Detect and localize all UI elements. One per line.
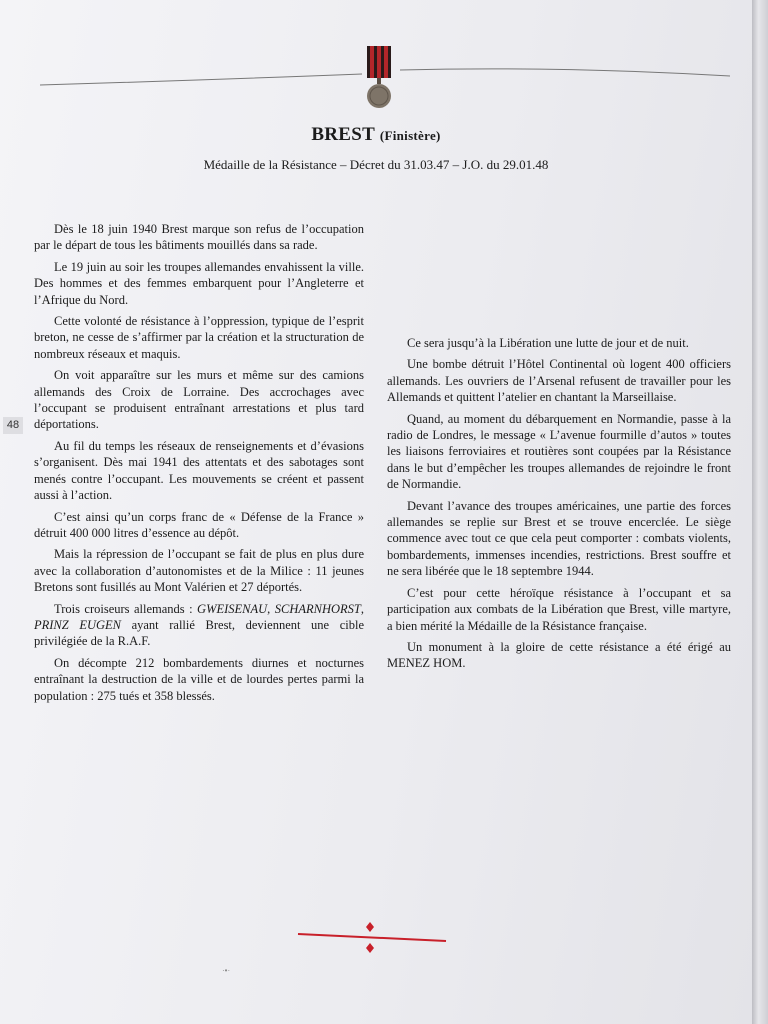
- paragraph: Au fil du temps les réseaux de renseignements et d’évasions s’organisent. Dès mai 1941 des attentats et des sabotages sont menés contre l’occupant. Les mouvements se créent et passent aussi à l’action.: [34, 438, 364, 503]
- separator: ,: [267, 601, 275, 616]
- page-smudge: ·•·: [222, 966, 231, 975]
- paragraph: Dès le 18 juin 1940 Brest marque son refus de l’occupation par le départ de tous les bâtiments mouillés dans sa rade.: [34, 222, 364, 253]
- paragraph: Quand, au moment du débarquement en Normandie, passe à la radio de Londres, le message « L’avenue fourmille d’autos » toutes les liaisons ferroviaires et routières sont coupées par la Résistance dans le but d’empêcher les troupes allemandes de rejoindre le front de Normandie.: [387, 411, 731, 492]
- page-number: 48: [3, 417, 23, 434]
- paragraph: Une bombe détruit l’Hôtel Continental où logent 400 officiers allemands. Les ouvriers de l’Arsenal refusent de travailler pour les Allemands et quittent l’atelier en chantant la Marseillaise.: [387, 357, 731, 405]
- decree-subtitle: Médaille de la Résistance – Décret du 31.03.47 – J.O. du 29.01.48: [203, 157, 549, 172]
- diamond-rule-ornament: [296, 920, 448, 956]
- ship-name: SCHARNHORST: [274, 601, 361, 616]
- paragraph: C’est pour cette héroïque résistance à l’occupant et sa participation aux combats de la Libération que Brest, ville martyre, a bien mérité la Médaille de la Résistance française.: [387, 585, 731, 633]
- left-text-column: [34, 221, 364, 709]
- paragraph: On voit apparaître sur les murs et même sur des camions allemands des Croix de Lorraine. Des accrochages avec l’occupant se produisent entraînant arrestations et plus tard déportations.: [34, 368, 364, 432]
- right-text-column: [387, 335, 731, 677]
- page-title: [0, 124, 752, 146]
- paragraph: Mais la répression de l’occupant se fait de plus en plus dure avec la collaboration d’autonomistes et de la Milice : 11 jeunes Bretons sont fusillés au Mont Valérien et 27 déportés.: [34, 547, 364, 595]
- resistance-medal-icon: [362, 44, 396, 114]
- paragraph: Ce sera jusqu’à la Libération une lutte de jour et de nuit.: [407, 336, 689, 350]
- city-name: BREST: [311, 124, 375, 145]
- ship-name: PRINZ EUGEN: [34, 617, 121, 632]
- paragraph: Le 19 juin au soir les troupes allemandes envahissent la ville. Des hommes et des femmes embarquent pour l’Angleterre et l’Afrique du Nord.: [34, 259, 364, 307]
- paragraph: On décompte 212 bombardements diurnes et nocturnes entraînant la destruction de la ville et de lourdes pertes parmi la population : 275 tués et 358 blessés.: [34, 655, 364, 703]
- paragraph: Devant l’avance des troupes américaines, une partie des forces allemandes se replie sur Brest et se trouve encerclée. Le siège commence avec tout ce que cela peut comporter : combats violents, bombardements, immenses incendies, restrictions. Brest souffre et ne sera libérée que le 18 septembre 1944.: [387, 498, 731, 579]
- paragraph: Cette volonté de résistance à l’oppression, typique de l’esprit breton, ne cesse de s’affirmer par la création et la structuration de nombreux réseaux et maquis.: [34, 314, 364, 361]
- paragraph-text: ayant rallié Brest, deviennent une cible privilégiée de la R.A.F.: [34, 617, 364, 649]
- paragraph-cruisers: [34, 601, 364, 650]
- separator: ,: [360, 601, 364, 616]
- paragraph: Un monument à la gloire de cette résistance a été érigé au MENEZ HOM.: [387, 639, 731, 671]
- paragraph: C’est ainsi qu’un corps franc de « Défense de la France » détruit 400 000 litres d’essence au dépôt.: [34, 509, 364, 540]
- paragraph-text: Trois croiseurs allemands :: [54, 601, 198, 616]
- ship-name: GWEISENAU: [197, 601, 268, 616]
- next-page-edge: [752, 0, 768, 1024]
- region-name: (Finistère): [379, 128, 441, 143]
